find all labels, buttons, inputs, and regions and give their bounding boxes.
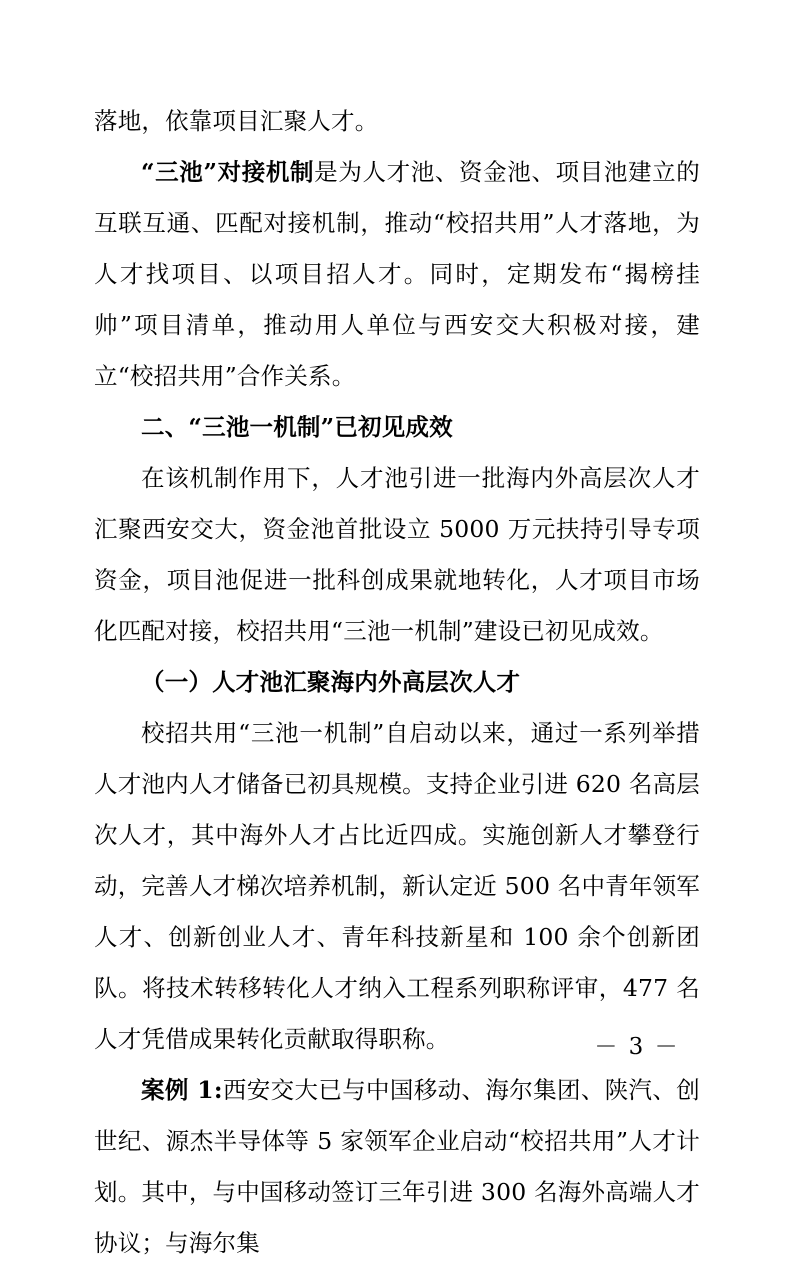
case-text: 西安交大已与中国移动、海尔集团、陕汽、创世纪、源杰半导体等 5 家领军企业启动“校招共用”人才计划。其中，与中国移动签订三年引进 300 名海外高端人才协议；与海尔集 (94, 1076, 700, 1257)
paragraph-continuation: 落地，依靠项目汇聚人才。 (94, 107, 379, 135)
paragraph-talent-pool-detail: 校招共用“三池一机制”自启动以来，通过一系列举措人才池内人才储备已初具规模。支持企业引进 620 名高层次人才，其中海外人才占比近四成。实施创新人才攀登行动，完善人才梯次培养机制，新认定近 500 名中青年领军人才、创新创业人才、青年科技新星和 100 余个创新团队。将技术转移转化人才纳入工程系列职称评审，477 名人才凭借成果转化贡献取得职称。 (94, 719, 700, 1053)
case-label: 案例 1: (141, 1076, 223, 1104)
paragraph-lead-term: “三池”对接机制 (141, 158, 315, 186)
paragraph-text: 是为人才池、资金池、项目池建立的互联互通、匹配对接机制，推动“校招共用”人才落地，为人才找项目、以项目招人才。同时，定期发布“揭榜挂帅”项目清单，推动用人单位与西安交大积极对接，建立“校招共用”合作关系。 (94, 158, 700, 390)
page-footer (0, 1028, 794, 1061)
document-body (94, 96, 700, 1269)
paragraph-mechanism-results: 在该机制作用下，人才池引进一批海内外高层次人才汇聚西安交大，资金池首批设立 5000 万元扶持引导专项资金，项目池促进一批科创成果就地转化，人才项目市场化匹配对接，校招共用“三池一机制”建设已初见成效。 (94, 464, 700, 645)
paragraph-sanchi-mechanism (94, 147, 700, 402)
heading-section-two: 二、“三池一机制”已初见成效 (141, 413, 453, 441)
subheading-talent-pool: （一）人才池汇聚海内外高层次人才 (141, 668, 521, 696)
page-number: － 3 － (594, 1034, 680, 1060)
paragraph-case-one (94, 1065, 700, 1269)
